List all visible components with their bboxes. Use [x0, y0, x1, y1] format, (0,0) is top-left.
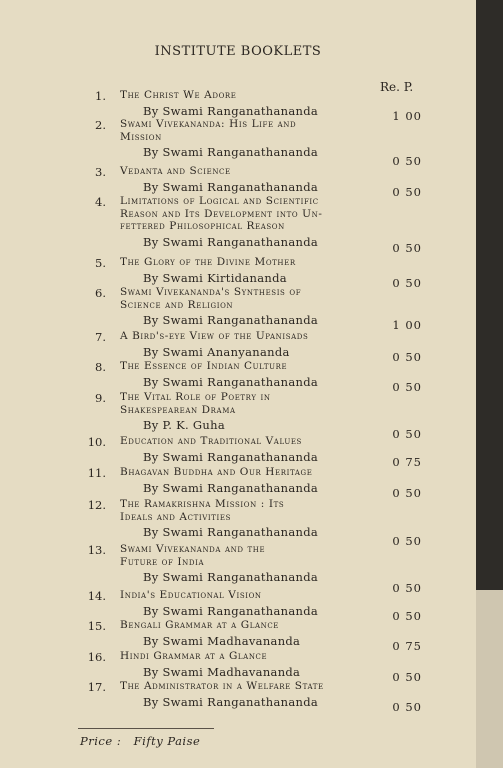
page-edge	[476, 590, 503, 768]
booklet-author: By Swami Kirtidananda	[143, 270, 287, 285]
booklet-price: 0 50	[392, 350, 422, 364]
booklet-number: 16.	[87, 650, 106, 664]
booklet-price: 0 50	[392, 581, 422, 595]
booklet-price: 0 50	[392, 670, 422, 684]
booklet-title-line: Bhagavan Buddha and Our Heritage	[120, 466, 313, 478]
booklet-price: 0 50	[392, 700, 422, 714]
booklet-author: By Swami Ananyananda	[143, 344, 290, 359]
booklet-author: By Swami Ranganathananda	[143, 103, 319, 118]
booklet-author: By Swami Ranganathananda	[143, 480, 319, 495]
booklet-title-line: The Vital Role of Poetry in	[120, 391, 271, 403]
booklet-title-line: Ideals and Activities	[120, 510, 231, 523]
booklet-number: 7.	[95, 330, 106, 344]
footer-rule	[78, 728, 214, 729]
booklet-number: 13.	[87, 543, 106, 557]
booklet-number: 14.	[87, 589, 106, 603]
booklet-author: By Swami Ranganathananda	[143, 603, 319, 618]
booklet-author: By Swami Ranganathananda	[143, 145, 319, 159]
booklet-price: 0 50	[392, 241, 422, 255]
booklet-author: By Swami Ranganathananda	[143, 694, 319, 709]
booklet-title-line: Swami Vivekananda's Synthesis of	[120, 286, 302, 298]
booklet-title-line: Vedanta and Science	[120, 165, 231, 177]
booklet-number: 6.	[95, 286, 106, 300]
booklet-number: 10.	[87, 435, 106, 449]
booklet-title-line: Future of India	[120, 555, 205, 568]
booklet-title-line: Hindi Grammar at a Glance	[120, 650, 268, 662]
footer-price	[80, 734, 200, 748]
booklet-number: 3.	[95, 165, 106, 179]
footer-price-label: Price :	[80, 734, 122, 748]
booklet-price: 0 75	[392, 455, 422, 469]
booklet-title-line: India's Educational Vision	[120, 589, 262, 601]
booklet-price: 0 50	[392, 609, 422, 623]
booklet-author: By Swami Madhavananda	[143, 633, 301, 648]
booklet-number: 12.	[87, 498, 106, 512]
booklet-author: By Swami Ranganathananda	[143, 234, 319, 249]
booklet-price: 0 75	[392, 639, 422, 653]
booklet-number: 5.	[95, 256, 106, 270]
booklet-number: 1.	[95, 89, 106, 103]
booklet-author: By Swami Ranganathananda	[143, 313, 319, 327]
booklet-title-line: fettered Philosophical Reason	[120, 220, 285, 232]
booklet-title-line: The Administrator in a Welfare State	[120, 680, 324, 692]
booklet-price: 0 50	[392, 276, 422, 290]
booklet-title-line: Shakespearean Drama	[120, 403, 236, 416]
page-title: INSTITUTE BOOKLETS	[154, 44, 322, 59]
booklet-title-line: Swami Vivekananda and the	[120, 543, 266, 555]
booklet-title-line: Reason and Its Development into Un-	[120, 207, 323, 220]
booklet-number: 8.	[95, 360, 106, 374]
booklet-number: 11.	[87, 466, 106, 480]
booklet-author: By Swami Ranganathananda	[143, 570, 319, 584]
booklet-title-line: Bengali Grammar at a Glance	[120, 619, 280, 631]
booklet-author: By Swami Madhavananda	[143, 664, 301, 679]
booklet-title-line: Limitations of Logical and Scientific	[120, 195, 319, 207]
booklet-title-line: Science and Religion	[120, 298, 234, 311]
booklet-author: By Swami Ranganathananda	[143, 179, 319, 194]
booklet-author: By Swami Ranganathananda	[143, 525, 319, 539]
booklet-title-line: A Bird's-eye View of the Upanisads	[120, 330, 309, 342]
booklet-price: 0 50	[392, 154, 422, 168]
booklet-author: By P. K. Guha	[143, 418, 225, 432]
booklet-number: 4.	[95, 195, 106, 209]
booklet-price: 0 50	[392, 427, 422, 441]
booklet-title-line: The Glory of the Divine Mother	[120, 256, 296, 268]
booklet-price: 0 50	[392, 380, 422, 394]
booklet-number: 2.	[95, 118, 106, 132]
booklet-number: 9.	[95, 391, 106, 405]
booklet-number: 17.	[87, 680, 106, 694]
booklet-author: By Swami Ranganathananda	[143, 374, 319, 389]
booklet-price: 0 50	[392, 185, 422, 199]
booklet-title-line: The Essence of Indian Culture	[120, 360, 288, 372]
booklet-price: 1 00	[392, 318, 422, 332]
booklet-title-line: Education and Traditional Values	[120, 435, 302, 447]
footer-price-value: Fifty Paise	[133, 734, 201, 748]
booklet-title-line: Swami Vivekananda: His Life and	[120, 118, 297, 130]
booklet-title-line: The Ramakrishna Mission : Its	[120, 498, 285, 510]
price-column-header: Re. P.	[380, 80, 414, 94]
booklet-title-line: Mission	[120, 130, 162, 143]
booklet-number: 15.	[87, 619, 106, 633]
booklet-title-line: The Christ We Adore	[120, 89, 237, 101]
booklet-price: 0 50	[392, 486, 422, 500]
booklet-price: 0 50	[392, 534, 422, 548]
booklet-author: By Swami Ranganathananda	[143, 449, 319, 464]
booklet-price: 1 00	[392, 109, 422, 123]
